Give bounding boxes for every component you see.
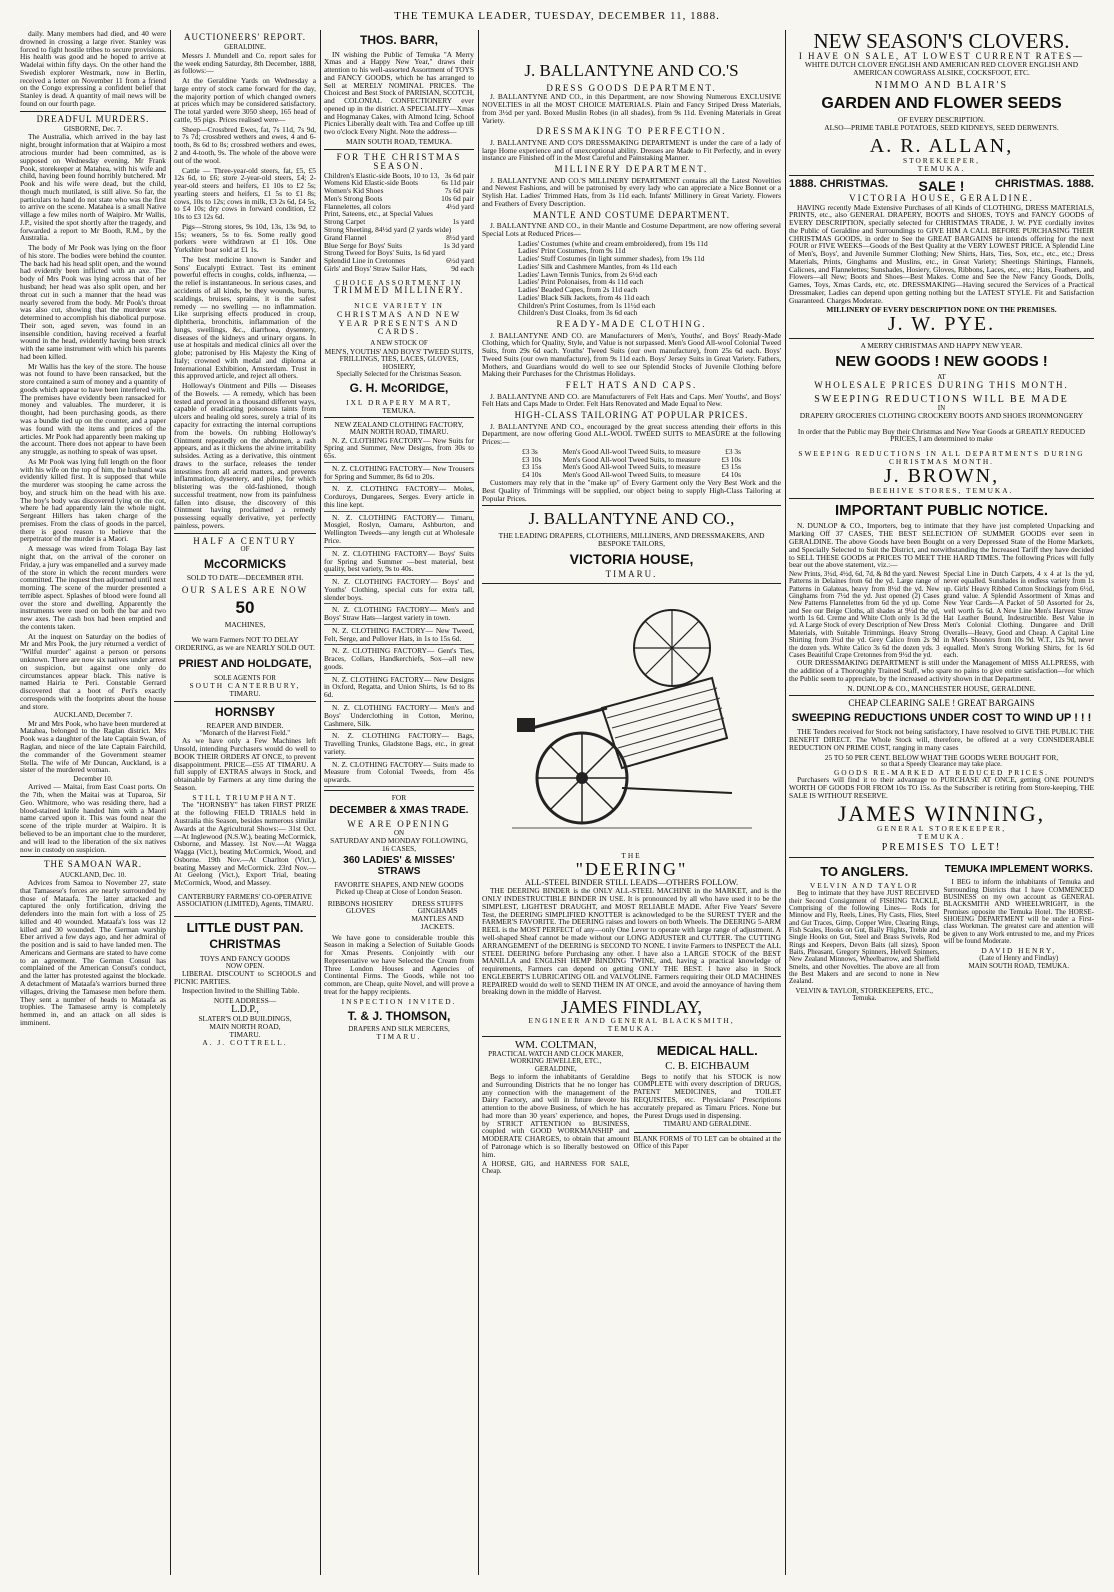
nzcf-title: NEW ZEALAND CLOTHING FACTORY, (334, 420, 464, 430)
temuka-line: TEMUKA. (607, 1023, 656, 1033)
item-price: 6s 11d pair (441, 178, 474, 188)
banner-left: 1888. CHRISTMAS. (789, 178, 889, 191)
banner-mid: SALE ! (918, 178, 965, 195)
suit-cell: £4 10s (522, 470, 542, 480)
coltman-text: Begs to inform the inhabitants of Geraldine and Surrounding Districts that he no longer has any connection with the management of the Dairy Factory, and will in future devote his attention to the above Business, of which he has had more than 30 years' experience, and hopes, by STRICT ATTENTION to BUSINESS, coupled with GOOD WORKMANSHIP and MODERATE CHARGES, to obtain that amount of Patronage which is so liberally bestowed on him. (482, 1072, 630, 1159)
cases-line: 16 CASES, (381, 843, 417, 853)
mantle-item: Ladies' Lawn Tennis Tunics, from 2s 6½d each (518, 269, 658, 279)
nz-item: N. Z. CLOTHING FACTORY— Boys' and Youths' Clothing, special cuts for extra tall, slender boys. (324, 578, 474, 604)
thomson-title: T. & J. THOMSON, (347, 1008, 451, 1023)
timaru-line: TIMARU. (229, 1030, 261, 1040)
article-paragraph: At the inquest on Saturday on the bodies of Mr and Mrs Pook, the jury returned a verdict of "Wilful murder" against a person or persons unknown. There are now six natives under arrest on suspicion, but against one only do circumstances appear black. This native is named Hairia te Peri. Constable Gerrard discovered that a boot of Peri's exactly corresponds with the footprints about the house and store. (20, 631, 166, 711)
article-paragraph: A message was wired from Tolaga Bay last night that, on the arrival of the coroner on Friday, a jury was empanelled and a survey made of the store in which the recent murders were committed. The inquest then adjourned until next morning. The scene of the murder presented a terrible aspect. Splashes of blood were found all over the store and dwelling. Apparently the instruments were used on both the bar and two new axes. The cash box had been emptied and the contents taken. (20, 544, 166, 631)
temuka-line: TEMUKA. (382, 405, 416, 415)
mantle-item: Children's Dust Cloaks, from 3s 6d each (518, 308, 638, 318)
allsteel-line: ALL-STEEL BINDER STILL LEADS—OTHERS FOLLOW. (524, 877, 739, 888)
dateline: December 10. (73, 775, 113, 784)
nz-item: N. Z. CLOTHING FACTORY— New Suits for Spring and Summer, New Designs, from 30s to 65s. (324, 437, 474, 463)
item-name: Grand Flannel (324, 232, 367, 242)
mantle-item: Ladies' Stuff Costumes (in light summer shades), from 19s 11d (518, 254, 705, 264)
straws-title: 360 LADIES' & MISSES' STRAWS (343, 855, 455, 877)
suit-cell: Men's Good All-wool Tweed Suits, to measure (562, 470, 701, 480)
little-dust-pan: LITTLE DUST PAN. (186, 919, 304, 935)
horse-line: A HORSE, GIG, and HARNESS FOR SALE, Cheap. (482, 1159, 630, 1175)
beehive-line: BEEHIVE STORES, TEMUKA. (869, 485, 1014, 495)
nz-item: N. Z. CLOTHING FACTORY— New Tweed, Felt, Serge, and Pullover Hats, in 1s to 15s 6d. (324, 627, 474, 646)
suits-list (482, 448, 781, 479)
item-price: 1s 3d yard (443, 240, 474, 250)
saturday-line: SATURDAY AND MONDAY FOLLOWING, (330, 835, 468, 845)
stanley-paragraph: daily. Many members had died, and 40 were drowned in crossing a large river. Stanley was forced to fight hostile tribes to secure provisions. His health was good and he hoped to arrive at Wadelai within fifty days. On the other hand the Swedish explorer Westmark, now in Berlin, received a letter on November 11 from a friend on the Congo expressing a confident belief that Stanley is dead. A quantity of mail news will be found on our fourth page. (20, 30, 166, 108)
practical-line: PRACTICAL WATCH AND CLOCK MAKER, (488, 1050, 624, 1059)
report-paragraph: Messrs J. Mundell and Co. report sales for the week ending Saturday, 8th December, 1888, as follows:— (174, 50, 316, 76)
nz-item: N. Z. CLOTHING FACTORY— Suits made to Measure from Colonial Tweeds, from 45s upwards. (324, 761, 474, 787)
clovers-title: NEW SEASON'S CLOVERS. (813, 30, 1070, 53)
allan-title: A. R. ALLAN, (869, 134, 1014, 157)
drapery-list: DRAPERY GROCERIES CLOTHING CROCKERY BOOTS AND SHOES IRONMONGERY (799, 411, 1084, 421)
clovers-list: WHITE DUTCH CLOVER ENGLISH AND AMERICAN RED CLOVER ENGLISH AND AMERICAN COWGRASS ALSIKE, COCKSFOOT, ETC. (804, 60, 1079, 78)
item-price: 3s 6d pair (444, 170, 474, 180)
mantle-item: Ladies' Print Polonaises, from 4s 11d each (518, 277, 644, 287)
mantle-item: Children's Print Costumes, from 1s 11½d each (518, 300, 656, 310)
barr-title: THOS. BARR, (360, 33, 438, 47)
item-price: 10s 6d pair (441, 193, 474, 203)
item-price: 4½d yard (446, 201, 474, 211)
working-line: WORKING JEWELLER, ETC., (510, 1057, 602, 1066)
purchasers-text: Purchasers will find it to their advantage to PURCHASE AT ONCE, getting ONE POUND'S WORTH OF GOODS FOR FROM 10s TO 15s. As the Subscriber is retiring from Store-keeping, THE SALE IS WITHOUT RESERVE. (789, 775, 1094, 800)
storekeeper-line: STOREKEEPER, (902, 155, 981, 165)
coltman-ad (482, 1040, 630, 1176)
on-label: ON (393, 828, 405, 837)
nz-item: N. Z. CLOTHING FACTORY— New Trousers for Spring and Summer, 8s 6d to 20s. (324, 465, 474, 484)
cottrell-line: A. J. COTTRELL. (202, 1037, 288, 1047)
article-paragraph: As Mr Pook was lying full length on the floor with his wife on the top of him, the husband was evidently killed first. It is supposed that while the murderer was stooping he came across the boy, and struck him on the head with his axe. The boy's body was discovered lying on the cot, where he had apparently lain the whole night. Sergeant Hillers has taken charge of the premises. From the class of goods in the parcel, there is good reason to believe that the perpetrator of the murder is a Maori. (20, 456, 166, 544)
banner-right: CHRISTMAS. 1888. (994, 178, 1094, 191)
now-open: NOW OPEN. (225, 961, 265, 970)
general-line: GENERAL STOREKEEPER, (876, 823, 1007, 833)
column-rule (478, 30, 479, 1575)
special-line: Specially Selected for the Christmas Season. (336, 369, 462, 378)
tailoring-heading: HIGH-CLASS TAILORING AT POPULAR PRICES. (514, 410, 749, 421)
wholesale-line: WHOLESALE PRICES DURING THIS MONTH. (814, 380, 1069, 391)
inspection-line: Inspection Invited to the Shilling Table. (182, 986, 300, 996)
sweep-under-title: SWEEPING REDUCTIONS UNDER COST TO WIND UP ! ! ! (791, 711, 1092, 724)
item-name: Strong Sheeting, 84½d yard (2 yards wide) (324, 225, 452, 235)
suit-cell: Men's Good All-wool Tweed Suits, to measure (562, 462, 701, 472)
premises-line: PREMISES TO LET! (881, 842, 1002, 854)
column-ballantyne (482, 30, 781, 1580)
suit-cell: £4 10s (721, 470, 741, 480)
triumph-text: The "HORNSBY" has taken FIRST PRIZE at the following FIELD TRIALS held in Australia this Season, besides numerous similar Awards at the Agricultural Shows:— 31st Oct.—At Inglewood (N.S.W.), beating McCormick, Osborne, and Massey. 1st Nov.—At Wagga Wagga (Vict.), beating McCormick, Wood, and Osborne. 19th Nov.—At Charlton (Vict.), beating Massey and McCormick. 23rd Nov.—At Geelong (Vict.), Export Trial, beating McCormick, Wood, and Massey. (174, 800, 316, 888)
anglers-ad (789, 861, 940, 1003)
item-price: 1s yard (452, 217, 474, 227)
column-ads-1 (174, 30, 316, 1580)
winning-title: JAMES WINNING, (837, 800, 1046, 826)
christmas-season-heading: FOR THE CHRISTMAS SEASON. (336, 151, 462, 172)
nz-item: N. Z. CLOTHING FACTORY— Timaru, Mosgiel, Roslyn, Oamaru, Ashburton, and Wellington Tweeds—any length cut at Wholesale Price. (324, 514, 474, 548)
velvin-text: Beg to intimate that they have JUST RECEIVED their Second Consignment of FISHING TACKLE, Comprising of the following Lines— Rods for Minnow and Fly, Reels, Lines, Fly Casts, Flies, Steel and Gut Traces, Gimp, Copper Wire, Clearing Rings, Fish Scales, Hooks on Gut, Baily Flights, Treble and Single Hooks on Gut, Steel and Brass Swivels, Rod Rings and Keepers, Devon Baits (all sizes), Spoon Baits, Pheasant, Gregory Spinners, Helvell Spinners, New Zealand Minnows, Wheelbarrow, and Sheffield Smelts, and other Novelties. The above are all from the Best Makers and are second to none in New Zealand. (789, 889, 940, 986)
have-line: I HAVE ON SALE, AT LOWEST CURRENT RATES— (798, 51, 1085, 62)
temuka-line: TEMUKA. (917, 831, 966, 841)
nzcf-address: MAIN NORTH ROAD, TIMARU. (349, 428, 449, 437)
nz-item: N. Z. CLOTHING FACTORY— Bags, Travelling Trunks, Gladstone Bags, etc., in great variety. (324, 732, 474, 758)
hornsby-text: As we have only a Few Machines left Unsold, intending Purchasers would do well to BOOK THEIR ORDERS AT ONCE, to prevent disappointment. PRICE—£55 AT TIMARU. A full supply of EXTRAS always in Stock, and obtainable by Farmers at any time during the Season. (174, 736, 316, 792)
mantle-item: Ladies' Print Costumes, from 9s 11d (518, 246, 626, 256)
article-paragraph: Arrived — Maitai, from East Coast ports. On the 7th, when the Maitai was at Tuparoa, Sir Geo. Whitmore, who was residing there, had a blood-stained knife handed him with a Maori name carved upon it. This was found near the scene of the triple murder at Waipiro. It is believed to be an important clue to the murderer, and will lead to the liberation of the six natives now in custody on suspicion. (20, 782, 166, 854)
dunlop-text: N. DUNLOP & CO., Importers, beg to intimate that they have just completed Unpacking and Marking Off 37 CASES, THE BEST SELECTION OF SUMMER GOODS ever seen in GERALDINE. The above Goods have been Bought on a very Depressed State of the Home Markets, and Specially Selected to Suit the District, and notwithstanding the Increased Tariff they have decided to SELL THESE GOODS at PRICES TO MEET THE HARD TIMES. The following Prices will fully bear out the above statement, viz.:— (789, 521, 1094, 570)
agents-line: SOLE AGENTS FOR (214, 673, 276, 682)
column-ads-3 (789, 30, 1094, 1580)
anglers-title: TO ANGLERS. (820, 863, 909, 879)
choice-line: CHOICE ASSORTMENT IN (335, 277, 463, 287)
timaru-line: TIMARU. (229, 688, 261, 698)
speedy-line: so that a Speedy Clearance may take place. (881, 760, 1002, 769)
item-price: 6½d yard (446, 256, 474, 266)
millinery-text: J. BALLANTYNE AND CO.'S MILLINERY DEPARTMENT contains all the Latest Novelties and Newest Fashions, and will be patronised by every lady who can appreciate a Nice Bonnet or a Stylish Hat. Ladies' Trimmed Hats, from 3s 11d each. Infants' Millinery in Great Variety. Flowers and Feathers of Every Description. (482, 175, 781, 208)
dressmaking-heading: DRESSMAKING TO PERFECTION. (536, 126, 727, 137)
dunlop-signature: N. DUNLOP & CO., MANCHESTER HOUSE, GERALDINE. (847, 683, 1036, 693)
samoan-heading: THE SAMOAN WAR. (43, 859, 143, 870)
binder-illustration (512, 588, 752, 848)
article-paragraph: The Australia, which arrived in the bay last night, brought information that at Waipiro a most atrocious murder had been committed, as is supposed on Wednesday evening. Mr Frank Pook, storekeeper at Matahea, with his wife and child, having been found horribly butchered. Mr Pook and his wife were dead, but the child, though much mutilated, is still alive. So far, the particulars to hand do not state who was the first to arrive on the scene. Matahea is a small Native village a few miles north of Waipiro. Mr Wallis, J.P., visited the spot shortly after the tragedy, and forwarded a report to Mr Booth, R.M., by the Australia. (20, 132, 166, 243)
dateline: AUCKLAND, December 7. (53, 711, 133, 720)
half-century: HALF A CENTURY (193, 535, 297, 546)
henry-address: MAIN SOUTH ROAD, TEMUKA. (968, 961, 1069, 970)
nz-list (324, 437, 474, 787)
suit-cell: £3 15s (721, 462, 741, 472)
temuka-line: TEMUKA. (917, 163, 966, 173)
winning-text: THE Tenders received for Stock not being satisfactory, I have resolved to GIVE THE PUBLIC THE BENEFIT DIRECT. The Whole Stock will, therefore, be offered at a very CONSIDERABLE REDUCTION ON PRIME COST, ranging in many cases (789, 727, 1094, 752)
suit-cell: £3 3s (522, 446, 538, 456)
dateline: GERALDINE. (224, 43, 266, 52)
boots-row (324, 265, 474, 273)
merry-line: A MERRY CHRISTMAS AND HAPPY NEW YEAR. (860, 341, 1023, 351)
thomson-text: We have gone to considerable trouble this Season in making a Selection of Suitable Goods for Xmas Presents. Conjointly with our Representative we have Selected the Cream from Three London Houses and Agencies of Continental Firms. The Goods, while not too common, are Cheap, quite Novel, and will prove a treat for the happy recipients. (324, 932, 474, 996)
at-label: AT (937, 372, 946, 381)
nimmo-line: NIMMO AND BLAIR'S (874, 80, 1009, 92)
dateline: AUCKLAND, Dec. 10. (59, 870, 127, 879)
item-name: Strong Tweed for Boys' Suits, 1s 6d yard (324, 248, 445, 258)
dressmaking-text: J. BALLANTYNE AND CO'S DRESSMAKING DEPARTMENT is under the care of a lady of large Home experience and of unexceptional ability. Dresses are Made to Fit Perfectly, and in every instance are Finished off in the Most Careful and Painstaking Manner. (482, 137, 781, 163)
pye-title: J. W. PYE. (887, 313, 996, 336)
timaru-line: TIMARU. (605, 569, 658, 580)
mantle-list (482, 240, 781, 318)
brown-title: J. BROWN, (883, 464, 1000, 487)
every-line: OF EVERY DESCRIPTION. (898, 115, 985, 125)
item-name: Strong Carpet (324, 217, 366, 227)
nz-item: N. Z. CLOTHING FACTORY— Moles, Corduroys, Dungarees, Serges. Every article in this line kept. (324, 485, 474, 511)
suit-cell: Men's Good All-wool Tweed Suits, to measure (562, 446, 701, 456)
cards-line: CHRISTMAS AND NEW YEAR PRESENTS AND CARDS. (336, 308, 462, 337)
the-label: THE (621, 850, 642, 860)
pye-text: HAVING recently Made Extensive Purchases of all Kinds of CLOTHING, DRESS MATERIALS, PRINTS, etc., also GENERAL DRAPERY, BOOTS and SHOES, TOYS and FANCY GOODS of EVERY DESCRIPTION, specially selected for CHRISTMAS TRADE, J. W. PYE cordially invites the Public of Geraldine and Surroundings to GIVE HIM A CALL BEFORE PURCHASING THEIR CHRISTMAS GOODS, in order to See the GREAT BARGAINS he intends offering for the next FOUR or FIVE WEEKS—Goods of the Best Quality at the VERY LOWEST PRICE. A Splendid Line of Men's, Boys', and Juvenile Summer Clothing; New Shirts, Hats, Ties, Sox, etc., etc., etc.; Dress Materials, Prints, Ginghams and Muslins, etc., in Great Variety; Sheetings Shirtings, Flannels, Calicoes, and Flannelettes; Sunshades, Hosiery, Gloves, Ribbons, Laces, etc., etc.; Hats, Feathers, and Flowers—all New; Boots and Shoes—Best Makes. Come and See the New Fancy Goods, Dolls, Games, Toys, Xmas Cards, etc, etc. DRESSMAKING—Having secured the Services of a Practical Dressmaker, Ladies can depend upon getting nothing but the LATEST STYLE. Fit and Satisfaction Guaranteed. Charges Moderate. (789, 202, 1094, 305)
boots-list (324, 172, 474, 273)
item-name: Men's Strong Boots (324, 193, 383, 203)
liberal-line: LIBERAL DISCOUNT to SCHOOLS and PICNIC PARTIES. (174, 968, 316, 986)
suit-cell: £3 15s (522, 462, 542, 472)
cfc-line: CANTERBURY FARMERS' CO-OPERATIVE ASSOCIATION (LIMITED), Agents, TIMARU. (176, 892, 314, 909)
nz-item: N. Z. CLOTHING FACTORY— New Designs in Oxford, Regatta, and Union Shirts, 1s 6d to 8s 6d. (324, 676, 474, 702)
nz-item: N. Z. CLOTHING FACTORY— Men's and Boys' Underclothing in Cotton, Merino, Cashmere, Silk. (324, 704, 474, 730)
ribbons-list: RIBBONS HOSIERY GLOVES (327, 898, 394, 916)
slater-line: SLATER'S OLD BUILDINGS, (198, 1014, 292, 1024)
engineer-line: ENGINEER AND GENERAL BLACKSMITH, (528, 1015, 735, 1025)
nz-item: N. Z. CLOTHING FACTORY— Men's and Boys' Straw Hats—largest variety in town. (324, 606, 474, 625)
murders-heading: DREADFUL MURDERS. (36, 113, 150, 124)
item-name: Women's Kid Shoes (324, 186, 384, 196)
percent-line: 25 TO 50 PER CENT. BELOW WHAT THE GOODS WERE BOUGHT FOR, (824, 752, 1059, 762)
dateline: GISBORNE, Dec. 7. (63, 125, 123, 134)
tailoring-text: J. BALLANTYNE AND CO., encouraged by the great success attending their efforts in this Department, are now offering Good ALL-WOOL TWEED SUITS to MEASURE at the following Prices:— (482, 421, 781, 447)
dress-dept: DRESS GOODS DEPARTMENT. (546, 82, 717, 93)
deering-title: "DEERING" (575, 858, 688, 879)
fifty-number: 50 (235, 598, 255, 618)
article-paragraph: Advices from Samoa to November 27, state that Tamasese's forces are nearly surrounded by those of Mataafa. The latter attacked and captured the only fortification, driving the defenders into the main fort with a loss of 25 killed and 40 wounded. Mataafa's loss was 12 killed and 30 wounded. The German warship Eber arrived a few days ago, and her admiral of the position and is said to have landed men. The Americans and Germans are stated to have come to an agreement. The German Consul has complained of the American Consul's conduct, and the latter has protested against the blockade. A detachment of Mataafa's warriors burned three villages, driving the Tamasese men before them. They sent a number of heads to Mataafa as trophies. The Tamasese army is completely hemmed in, and an attack on all sides is imminent. (20, 878, 166, 1027)
felt-text: J. BALLANTYNE AND CO. are Manufacturers of Felt Hats and Caps. Men' Youths', and Boys' Felt Hats and Caps Made to Order. Felt Hats Renovated and Made Equal to New. (482, 391, 781, 409)
cheap-sale-line: CHEAP CLEARING SALE ! GREAT BARGAINS (848, 698, 1035, 709)
eichbaum-title: C. B. EICHBAUM (665, 1060, 750, 1073)
favorite-line: FAVORITE SHAPES, AND NEW GOODS (334, 880, 464, 890)
toys-line: TOYS AND FANCY GOODS (200, 953, 290, 963)
suit-cell: £3 3s (725, 446, 741, 456)
velvin-signature: VELVIN & TAYLOR, STOREKEEPERS, ETC., Temuka. (795, 986, 933, 1003)
item-price: 8½d yard (446, 232, 474, 242)
felt-heading: FELT HATS AND CAPS. (565, 380, 698, 391)
christmas-title: CHRISTMAS (209, 937, 281, 952)
monarch-line: "Monarch of the Harvest Field." (199, 729, 291, 737)
article-paragraph: Mr and Mrs Pook, who have been murdered at Matahea, belonged to the Raglan district. Mrs Pook was a daughter of the late Captain Swan, of Raglan, and niece of the late Captain Fairchild, the commander of the Government steamer Stella. The wife of Mr Duncan, Auckland, is a sister of the murdered woman. (20, 718, 166, 775)
item-price: 7s 6d pair (444, 186, 474, 196)
deering-text: THE DEERING BINDER is the ONLY ALL-STEEL MACHINE in the MARKET, and is the ONLY INDESTRUCTIBLE BINDER IN USE. It is pronounced by all who have used it to be the SIMPLEST, LIGHTEST DRAUGHT, and MOST RELIABLE MADE. After Five Years' Severe Test, the DEERING SIMPLIFIED KNOTTER is acknowledged to be the SUREST TYER and the FARMER'S FAVORITE. The DEERING raises and lowers on both Wheels. The DEERING 5-ARM REEL is the MOST PERFECT of any—only One Lever to operate with large range of adjustment. A well-shaped Sheaf cannot be made without our LONG ADJUSTER and CUTTER. The CUTTING ARRANGEMENT of the DEERING is SECOND TO NONE. I invite Farmers to INSPECT the ALL STEEL DEERING before Purchasing any other. I have also a LARGE STOCK of the BEST MANILLA and ENGLISH HEMP BINDING TWINE, and, having a practical knowledge of requirements, Farmers can depend on getting ONLY THE BEST. I have also in Stock ENGLEBERT'S LUBRICATING OIL and VALVOLINE. Farmers requiring their OLD MACHINES REPAIRED would do well to SEND THEM IN AT ONCE, and avoid the annoyance of having them breaking down in the middle of Harvest. (482, 886, 781, 997)
main-road-line: MAIN NORTH ROAD, (209, 1022, 281, 1032)
nice-line: NICE VARIETY IN (354, 300, 444, 310)
sales-line: OUR SALES ARE NOW (181, 584, 309, 595)
barr-address: MAIN SOUTH ROAD, TEMUKA. (345, 137, 452, 147)
warn-line: We warn Farmers NOT TO DELAY ORDERING, as we are NEARLY SOLD OUT. (175, 635, 315, 653)
report-paragraph: Cattle — Three-year-old steers, fat, £5, £5 12s 6d, to £6; store 2-year-old steers, £4; 2-year-old steers and heifers, £1 10s to £2 5s; yearling steers and heifers, £1 5s to £1 8s; cows, 10s to 12s; cows in milk, £3 2s 6d, £4 5s, to £4 10s; dry cows in forward condition, £2 10s to £3 12s 6d. (174, 165, 316, 222)
dress-list: DRESS STUFFS GINGHAMS MANTLES AND JACKETS. (411, 898, 464, 931)
medical-ad (634, 1040, 782, 1176)
item-name: Children's Elastic-side Boots, 10 to 13, (324, 170, 440, 180)
for-label: FOR (391, 792, 407, 802)
report-paragraph: Holloway's Ointment and Pills — Diseases of the Bowels. — A remedy, which has been tested and proved in a thousand different ways, capable of eradicating poisonous taints from ulcers and healing old sores, surely a trial of its capacity for extracting the internal corruptions from the bowels. On rubbing Holloway's Ointment repeatedly on the abdomen, a rash appears, and as it thickens the alvine irritability subsides. Acting as a derivative, this ointment draws to the surface, releases the tender intestines from all acrid matters, and prevents inflammation, dysentery, and piles, for which blistering was the old-fashioned, though successful treatment, now from its painfulness fallen into disuse, the discovery of this Ointment having proclaimed a remedy possessing equally derivative, yet perfectly painless, powers. (174, 381, 316, 530)
new-goods-title: NEW GOODS ! NEW GOODS ! (835, 352, 1048, 370)
report-paragraph: At the Geraldine Yards on Wednesday a large entry of stock came forward for the day, the majority portion of which changed owners at prices which may be considered satisfactory. The total yarded were 3050 sheep, 165 head of cattle, 95 pigs. Prices realised were— (174, 76, 316, 124)
item-name: Flannelettes, all colors (324, 201, 391, 211)
column-news (20, 30, 166, 1580)
suit-cell: £3 10s (721, 454, 741, 464)
eichbaum-text: Begs to notify that his STOCK is now COMPLETE with every description of DRUGS, PATENT MEDICINES, and TOILET REQUISITES, etc. Physicians' Prescriptions accurately prepared as Timaru Prices. None but the Purest Drugs used in dispensing. (633, 1071, 781, 1120)
suit-cell: Men's Good All-wool Tweed Suits, to measure (562, 454, 701, 464)
item-name: Print, Sateens, etc., at Special Values (324, 209, 433, 219)
millinery-heading: MILLINERY DEPARTMENT. (554, 164, 709, 175)
eichbaum-address: TIMARU AND GERALDINE. (663, 1120, 752, 1129)
readymade-text: J. BALLANTYNE AND CO. are Manufacturers of Men's, Youths', and Boys' Ready-Made Clothing, which for Quality, Style, and Value is not surpassed. Men's Good All-wool Colonial Tweed Suits, from 29s 6d each. Youths' Tweed Suits (our own manufacture), from 25s 6d each. Boys' Tweed Suits (our own manufacture), from 9s 11d each. Boys' Jersey Suits in Great Variety. Fathers, Mothers, and Guardians would do well to see our Splendid Stocks of Juvenile Clothing before Making their Purchases for the Christmas Holidays. (482, 330, 781, 379)
report-paragraph: Pigs—Strong stores, 9s 10d, 13s, 13s 9d, to 15s; weaners, 5s to 6s. Some really good porkers were withdrawn at £1 10s. One Yorkshire boar sold at £1 1s. (174, 221, 316, 255)
timaru-line: TIMARU. (376, 1032, 422, 1042)
picked-line: Picked up Cheap at Close of London Season. (335, 888, 463, 897)
millinery-line: MILLINERY OF EVERY DESCRIPTION DONE ON THE PREMISES. (826, 305, 1057, 315)
sold-line: SOLD TO DATE—DECEMBER 8TH. (186, 573, 304, 583)
machines-line: MACHINES, (224, 620, 266, 630)
readymade-heading: READY-MADE CLOTHING. (556, 319, 707, 330)
mantle-item: Ladies' Costumes (white and cream embroidered), from 19s 11d (518, 238, 708, 248)
ldp-line: L.D.P., (231, 1003, 259, 1015)
report-paragraph: The best medicine known is Sander and Sons' Eucalypti Extract. Test its eminent powerful effects in coughs, colds, influenza, — the relief is instantaneous. In serious cases, and accidents of all kinds, be they wounds, burns, scaldings, bruises, sprains, it is the safest remedy — no swelling — no inflammation. Like surprising effects produced in croup, diphtheria, bronchitis, inflammation of the lungs, swellings, &c., diarrhoea, dysentery, diseases of the kidneys and urinary organs. In use at hospitals and medical clinics all over the globe; patronised by His Majesty the King of Italy; crowned with medal and diploma at International Exhibition, Amsterdam. Trust in this approved article, and reject all others. (174, 254, 316, 381)
barr-text: IN wishing the Public of Temuka "A Merry Xmas and a Happy New Year," draws their attention to his well-assorted Assortment of TOYS and FANCY GOODS, which he has arranged to Sell at MERELY NOMINAL PRICES. The Choicest and Best Stock of PARISIAN, SCOTCH, and COLONIAL CONFECTIONERY ever opened up in the district. A SPECIALITY—Xmas and Hogmanay Cakes, with Almond Icing. School Picnics Liberally dealt with. Tea and Coffee up till two o'clock Every Night. Note the address— (324, 49, 474, 137)
customers-text: Customers may rely that in the "make up" of Every Garment only the Very Best Work and the Best Quality of Trimmings will be supplied, our object being to supply High-Class Tailoring at Popular Prices. (482, 478, 781, 503)
mantle-item: Ladies' Black Silk Jackets, from 4s 11d each (518, 292, 650, 302)
item-price: 9d each (451, 263, 474, 273)
order-line: In order that the Public may Buy their Christmas and New Year Goods at GREATLY REDUCED PRICES, I am determined to make (797, 426, 1086, 444)
mccormicks-title: McCORMICKS (203, 556, 286, 571)
invited-line: INSPECTION INVITED. (341, 996, 457, 1006)
implement-ad (944, 861, 1095, 1003)
victoria-house: VICTORIA HOUSE, (569, 550, 694, 567)
ballantyne-title-2: J. BALLANTYNE AND CO., (528, 509, 735, 529)
nz-item: N. Z. CLOTHING FACTORY— Gent's Ties, Braces, Collars, Handkerchiefs, Sox—all new goods. (324, 647, 474, 673)
opening-line: WE ARE OPENING (347, 819, 451, 830)
ballantyne-title: J. BALLANTYNE AND CO.'S (524, 61, 739, 80)
sweeping-line: SWEEPING REDUCTIONS WILL BE MADE (814, 393, 1069, 405)
hornsby-title: HORNSBY (214, 704, 275, 719)
important-title: IMPORTANT PUBLIC NOTICE. (834, 501, 1049, 519)
remarked-line: GOODS RE-MARKED AT REDUCED PRICES. (833, 767, 1050, 777)
trimmed-line: TRIMMED MILLINERY. (333, 285, 465, 296)
sweep-all-line: SWEEPING REDUCTIONS IN ALL DEPARTMENTS DURING CHRISTMAS MONTH. (798, 449, 1085, 467)
column-rule (785, 30, 786, 1575)
masthead: THE TEMUKA LEADER, TUESDAY, DECEMBER 11, 1888. (394, 10, 720, 22)
report-paragraph: Sheep—Crossbred Ewes, fat, 7s 11d, 7s 9d, to 7s 7d; crossbred wethers and ewes, 4 and 6-tooth, 8s 6d to 8s; crossbred wethers and ewes, 2 and 4-tooth, 9s. The whole of the above were out of the wool. (174, 124, 316, 165)
dec-xmas-title: DECEMBER & XMAS TRADE. (329, 804, 469, 816)
suit-cell: £3 10s (522, 454, 542, 464)
garden-title: GARDEN AND FLOWER SEEDS (821, 94, 1062, 112)
south-canterbury: SOUTH CANTERBURY, (189, 681, 301, 691)
in-label: IN (937, 404, 946, 413)
velvin-line: VELVIN AND TAYLOR (809, 881, 919, 891)
auction-heading: AUCTIONEERS' REPORT. (184, 32, 306, 42)
leading-line: THE LEADING DRAPERS, CLOTHIERS, MILLINERS, AND DRESSMAKERS, AND BESPOKE TAILORS, (498, 531, 765, 548)
findlay-title: JAMES FINDLAY, (560, 997, 703, 1018)
note-address: NOTE ADDRESS— (213, 996, 277, 1006)
of-label: OF (240, 545, 250, 554)
column-ads-2 (324, 30, 474, 1580)
dress-text: J. BALLANTYNE AND CO., in this Department, are now Showing Numerous EXCLUSIVE NOVELTIES in all the MOST CHOICE MATERIALS. Plain and Fancy Striped Dress Materials, from 3½d per yard. Boxed Muslin Robes (in all shades), from 9s 11d. Evening Materials in Great Variety. (482, 92, 781, 125)
mens-line: MEN'S, YOUTHS' AND BOYS' TWEED SUITS, FRILLINGS, TIES, LACES, GLOVES, HOSIERY, (324, 346, 474, 372)
item-name: Girls' and Boys' Straw Sailor Hats, (324, 263, 427, 273)
column-rule (320, 30, 321, 1575)
article-paragraph: The body of Mr Pook was lying on the floor of his store. The bodies were behind the counter. The back had his head split open, and the wound had evidently been inflicted with an axe. The body of Mrs Pook was lying across that of her husband; her head was also split open, and her throat cut in such a manner that the head was nearly severed from the body. Mr Pook's throat was also cut, showing that the murderer was determined to accomplish his diabolical purpose. Their son, aged seven, was found in an insensible condition, having received a fearful wound in the head, evidently having been struck with the same instrument with which his parents had been killed. (20, 243, 166, 361)
mantle-text: J. BALLANTYNE AND CO., in their Mantle and Costume Department, are now offering several Special Lots at Reduced Prices— (482, 221, 781, 238)
still-triumphant: STILL TRIUMPHANT. (192, 792, 298, 802)
new-stock-line: A NEW STOCK OF (370, 339, 428, 348)
mantle-item: Ladies' Silk and Cashmere Mantles, from 4s 11d each (518, 261, 677, 271)
victoria-geraldine: VICTORIA HOUSE, GERALDINE. (849, 193, 1034, 204)
implement-title: TEMUKA IMPLEMENT WORKS. (944, 863, 1093, 875)
dunlop-prices-left: New Prints, 3½d, 4½d, 6d, 7d, & 8d the yard. Newest Patterns in Delaines from 6d the yd. Large range of Patterns in Galateas, heavy from 8½d the yd. New Ginghams from 7½d the yd. Just opened (2) Cases New Patterns Flannelettes from 6d the yd up. Come and See our Beige Cloths, all shades at 9½d the yd, worth 1s 6d. Creme and White Cloth only 1s 3d the yd. A Large Stock of every Description of New Dress Materials, with Suitable Trimmings. Heavy Strong Shirting from 3½d the yd. Grey Calico from 2s 9d the dozen yds. White Calico 3s 6d the dozen yds. 3 Cases Beautiful Crape Cretonnes from 9½d the yd. (789, 570, 940, 659)
also-line: ALSO—PRIME TABLE POTATOES, SEED KIDNEYS, SEED DERWENTS. (824, 123, 1059, 133)
geraldine-line: GERALDINE, (534, 1064, 577, 1073)
drapers-line: DRAPERS AND SILK MERCERS, (348, 1025, 450, 1034)
henry-late: (Late of Henry and Findlay) (979, 954, 1059, 963)
mantle-item: Ladies' Beaded Capes, from 2s 11d each (518, 285, 638, 295)
nz-item: N. Z. CLOTHING FACTORY— Boys' Suits for Spring and Summer —best material, best quality, best variety, 9s to 40s. (324, 550, 474, 576)
henry-title: DAVID HENRY, (981, 946, 1057, 956)
item-name: Blue Serge for Boys' Suits (324, 240, 402, 250)
coltman-title: WM. COLTMAN, (514, 1038, 597, 1051)
mcoridge-title: G. H. McORIDGE, (349, 381, 449, 396)
reaper-line: REAPER AND BINDER. (206, 721, 284, 731)
item-name: Womens Kid Elastic-side Boots (324, 178, 419, 188)
ixl-line: IXL DRAPERY MART, (346, 397, 452, 407)
medical-title: MEDICAL HALL. (656, 1042, 758, 1058)
priest-holdgate: PRIEST AND HOLDGATE, (178, 658, 312, 671)
article-paragraph: Mr Wallis has the key of the store. The house was not found to have been ransacked, but the store contained a sum of money and a quantity of goods which appear to have been interfered with. The premises have evidently been ransacked for money and valuables. The murderer, it is thought, had been purchasing goods, as there was a bundle tied up on the counter, and a paper was found with the items and prices of the articles. Mr Pook had apparently been making up the account. There does not appear to have been any struggle, as nothing to speak of was upset. (20, 361, 166, 457)
blank-forms: BLANK FORMS of TO LET can be obtained at the Office of this Paper (633, 1134, 781, 1150)
column-rule (170, 30, 171, 1575)
mantle-heading: MANTLE AND COSTUME DEPARTMENT. (533, 209, 730, 220)
henry-text: I BEG to inform the inhabitants of Temuka and Surrounding Districts that I have COMMENCED BUSINESS on my own account as GENERAL BLACKSMITH AND WHEELWRIGHT, in the Premises opposite the Temuka Hotel. The HORSE-SHOEING DEPARTMENT will be under a First-class Workman. The greatest care and attention will be given to any Work entrusted to me, and my Prices will be found Moderate. (943, 878, 1094, 946)
item-name: Splendid Line in Cretonnes (324, 256, 406, 266)
dunlop-prices-right: Special Line in Dutch Carpets, 4 x 4 at 1s the yd, never equalled. Sunshades in endless variety from 1s up. Girls' Heavy Ribbed Cotton Stockings from 6½d, grand value. A Splendid Assortment of Xmas and New Year Cards—A Packet of 50 Assorted for 2s, well worth 5s 6d. A New Line Men's Harvest Straw Hat Leather Bound, Indestructible. Best Value in Men's Colonial Clothing. Dungaree and Drill Overalls—Heavy, Good and Cheap. A Capital Line in Men's Shooters from 10s 9d. W.T., 12s 9d, never equalled. Men's Strong Working Shirts, for 1s 6d each. (943, 570, 1094, 659)
dunlop-dressmaking: OUR DRESSMAKING DEPARTMENT is still under the Management of MISS ALLPRESS, with the addition of a Thoroughly Trained Staff, who spare no pains to give entire satisfaction—for which the Public seem to appreciate, by the increased activity shown in that Department. (789, 658, 1094, 683)
